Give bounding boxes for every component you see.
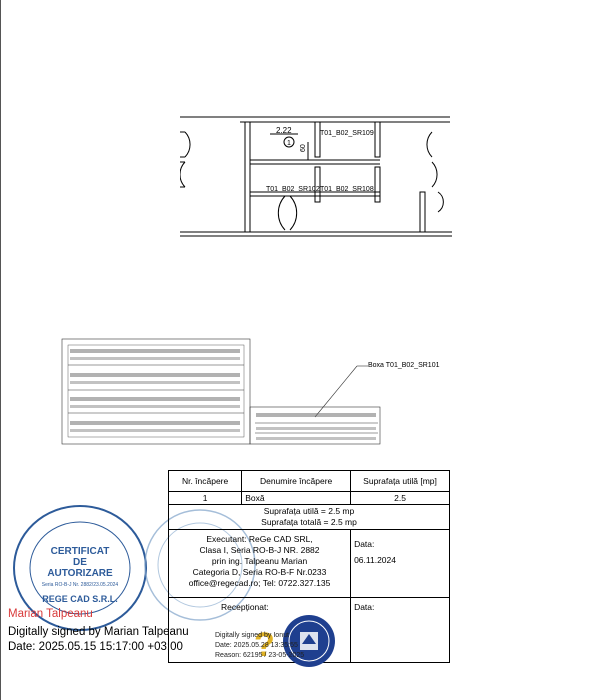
- date-label-2: Data:: [354, 602, 375, 612]
- header-room-number: Nr. încăpere: [169, 471, 242, 492]
- page-border: [0, 0, 1, 700]
- dimension-label: 2.22: [276, 126, 292, 135]
- room-number: 1: [287, 140, 291, 147]
- date-cell: [351, 530, 450, 598]
- stamp-line2: DE: [73, 557, 87, 568]
- reception-label: Recepționat:: [221, 602, 269, 612]
- header-room-name: Denumire încăpere: [242, 471, 351, 492]
- signer-name: Marian Talpeanu: [8, 608, 93, 620]
- date-cell-2: [351, 598, 450, 663]
- stamp-line4: Seria RO-B-J Nr. 2882/23.05.2024: [41, 582, 119, 588]
- executant-line3: prin ing. Talpeanu Marian: [211, 556, 308, 566]
- executant-cell: [169, 530, 351, 598]
- executant-line4: Categoria D, Seria RO-B-F Nr.0233: [192, 567, 327, 577]
- svg-text:?: ?: [254, 626, 275, 662]
- stamp-line5: REGE CAD S.R.L.: [42, 594, 118, 604]
- totals-cell: [169, 505, 450, 530]
- siteplan-annotation: Boxa T01_B02_SR101: [368, 362, 440, 369]
- sig2-line1: Digitally signed by Ionut: [215, 632, 289, 639]
- executant-line1: Executant: ReGe CAD SRL,: [206, 534, 313, 544]
- agency-seal: [280, 612, 340, 670]
- stamp-line1: CERTIFICAT: [50, 546, 110, 557]
- sig2-line3: Reason: 62195 / 23-05-2025: [215, 652, 305, 659]
- date-value: 06.11.2024: [354, 555, 396, 565]
- sig2-line2: Date: 2025.05.28 13:35:55: [215, 642, 298, 649]
- cell-area: 2.5: [351, 492, 450, 505]
- site-plan: [60, 335, 385, 447]
- executant-line2: Clasa I, Seria RO-B-J NR. 2882: [199, 545, 320, 555]
- dimension-vertical: 60: [300, 144, 307, 152]
- room-label-sr102: T01_B02_SR102: [266, 186, 320, 193]
- date-label: Data:: [354, 539, 375, 549]
- cell-room-number: 1: [169, 492, 242, 505]
- total-total: Suprafața totală = 2.5 mp: [261, 517, 357, 527]
- floor-plan-detail: [180, 112, 452, 242]
- total-useful: Suprafața utilă = 2.5 mp: [263, 506, 355, 516]
- signature-line1: Digitally signed by Marian Talpeanu: [8, 626, 189, 638]
- cell-room-name: Boxă: [242, 492, 351, 505]
- executant-line5: office@regecad.ro; Tel: 0722.327.135: [188, 578, 331, 588]
- stamp-line3: AUTORIZARE: [47, 568, 113, 579]
- header-area: Suprafața utilă [mp]: [351, 471, 450, 492]
- signature-line2: Date: 2025.05.15 15:17:00 +03:00: [8, 641, 183, 653]
- room-label-sr108: T01_B02_SR108: [320, 186, 374, 193]
- room-label-sr109: T01_B02_SR109: [320, 130, 374, 137]
